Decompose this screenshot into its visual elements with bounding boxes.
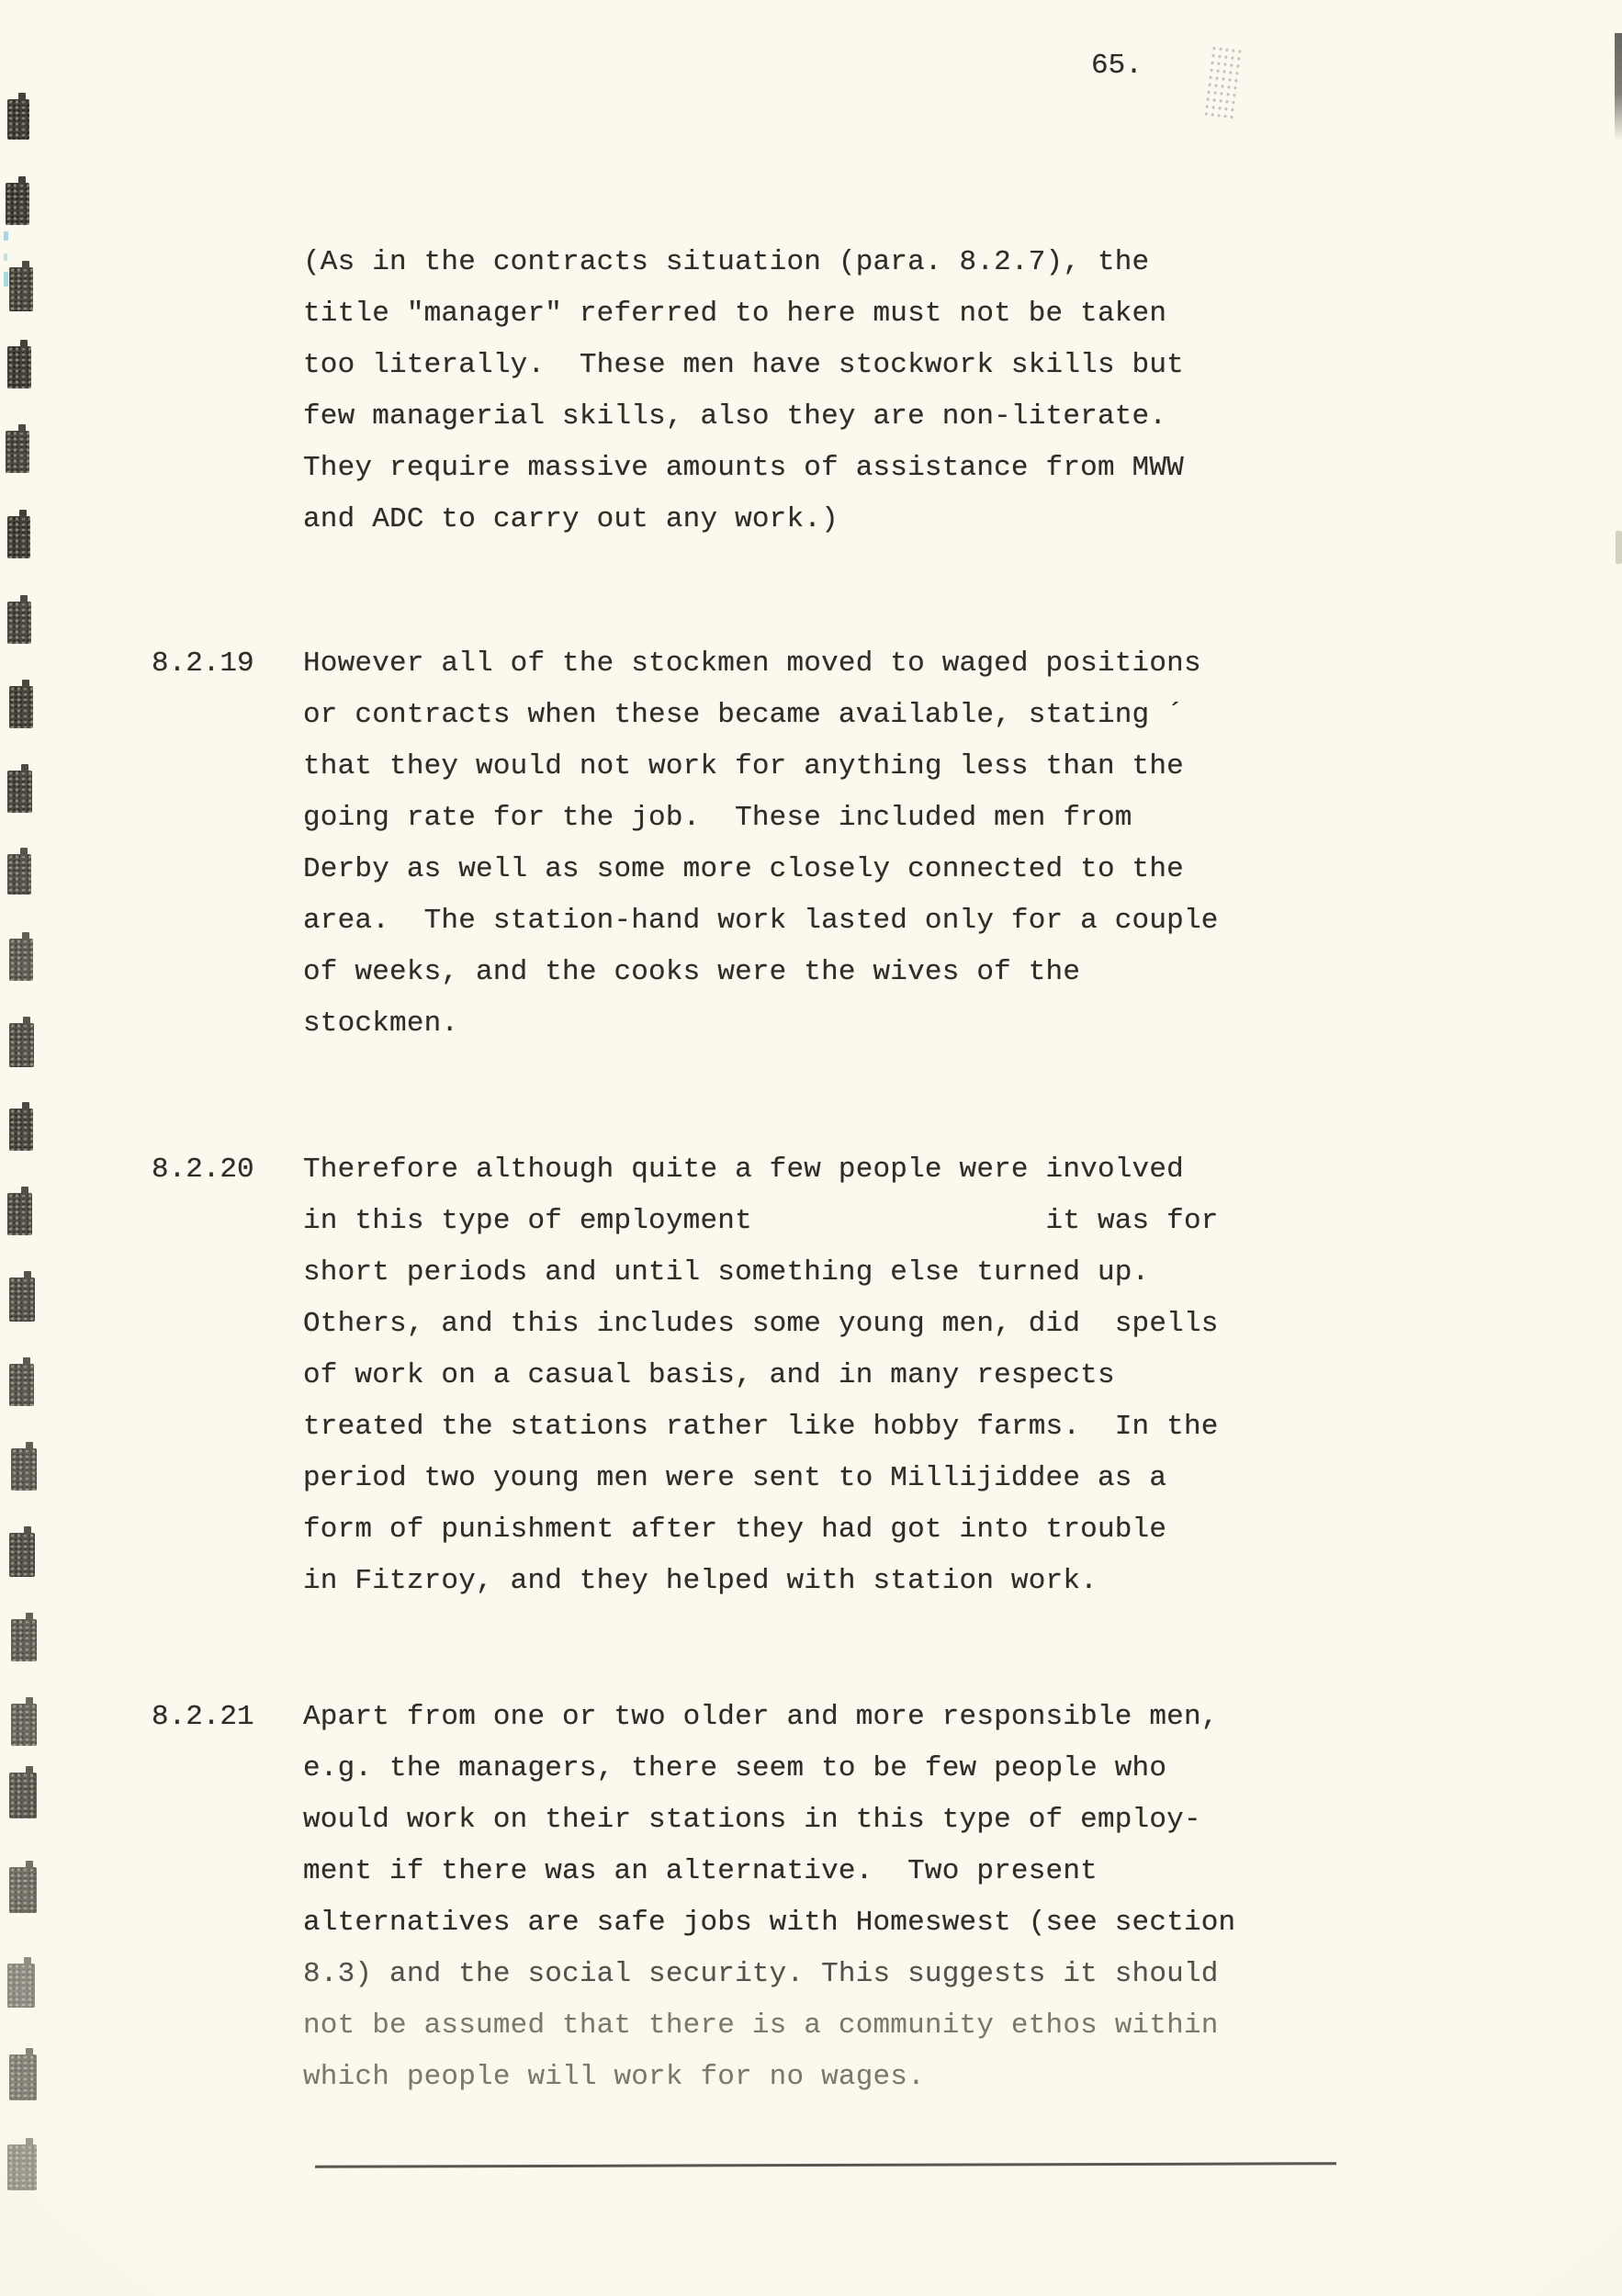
text-line: in Fitzroy, and they helped with station work. [303,1565,1098,1597]
binding-mark [7,854,31,895]
paragraph-number: 8.2.21 [152,1701,254,1733]
footer-rule [315,2162,1336,2167]
binding-mark [9,939,33,981]
text-line: would work on their stations in this type of employ- [303,1804,1201,1836]
text-line: of work on a casual basis, and in many respects [303,1359,1115,1391]
paragraph-8-2-19 [0,638,1622,1050]
binding-mark [9,686,33,728]
paragraph-text [303,237,1622,546]
text-line: Therefore although quite a few people were involved [303,1154,1184,1186]
paragraph-text [303,1692,1622,2103]
binding-mark [9,2054,37,2100]
paragraph-number: 8.2.20 [152,1154,254,1186]
paragraph-text [303,638,1622,1050]
text-line: not be assumed that there is a community ethos within [303,2009,1219,2042]
text-line: or contracts when these became available, stating ´ [303,699,1184,731]
binding-mark [9,267,33,311]
text-line: e.g. the managers, there seem to be few people who [303,1752,1167,1784]
text-line: However all of the stockmen moved to waged positions [303,647,1201,680]
faint-stamp-smudge [1202,44,1242,121]
paragraph-intro-note [0,237,1622,546]
right-edge-smudge [1616,531,1622,564]
text-line: stockmen. [303,1007,459,1040]
paragraph-text [303,1144,1622,1607]
text-line: 8.3) and the social security. This suggests it should [303,1958,1219,1990]
text-line: which people will work for no wages. [303,2061,925,2093]
binding-mark [9,1109,33,1151]
text-line: of weeks, and the cooks were the wives of the [303,956,1081,988]
text-line: short periods and until something else turned up. [303,1256,1150,1289]
text-line: title "manager" referred to here must not be taken [303,298,1167,330]
binding-mark [7,1964,35,2008]
binding-mark [9,1533,35,1577]
text-line: period two young men were sent to Millijiddee as a [303,1462,1167,1494]
text-line: treated the stations rather like hobby farms. In the [303,1411,1219,1443]
text-line: They require massive amounts of assistance from MWW [303,452,1184,484]
text-line: alternatives are safe jobs with Homeswest (see section [303,1907,1236,1939]
text-line: area. The station-hand work lasted only for a couple [303,905,1219,937]
paragraph-8-2-21 [0,1692,1622,2103]
left-edge-blue-mark [4,231,8,241]
left-edge-blue-mark [4,272,8,287]
binding-mark [11,1619,37,1661]
binding-mark [6,183,29,225]
binding-mark [11,1448,37,1491]
text-line: form of punishment after they had got into trouble [303,1514,1167,1546]
text-line: too literally. These men have stockwork skills but [303,349,1184,381]
text-line: Others, and this includes some young men, did spells [303,1308,1219,1340]
text-line: ment if there was an alternative. Two present [303,1855,1098,1887]
text-line: going rate for the job. These included men from [303,802,1132,834]
text-line: Derby as well as some more closely connected to the [303,853,1184,885]
page-number: 65. [1091,50,1143,82]
text-line: few managerial skills, also they are non-literate. [303,400,1167,433]
text-line: and ADC to carry out any work.) [303,503,839,535]
binding-mark [9,1277,35,1322]
text-line: Apart from one or two older and more responsible men, [303,1701,1219,1733]
binding-mark [6,431,29,473]
text-line: (As in the contracts situation (para. 8.2.7), the [303,246,1150,278]
right-edge-scan-streak [1615,33,1622,141]
binding-mark [9,1867,37,1913]
binding-mark [7,602,31,644]
binding-mark [7,346,31,388]
binding-mark [7,1193,32,1235]
binding-mark [9,1023,34,1067]
binding-mark [7,2144,37,2190]
text-line: in this type of employment it was for [303,1205,1219,1237]
binding-mark [9,1364,34,1406]
paragraph-8-2-20 [0,1144,1622,1607]
paragraph-number: 8.2.19 [152,647,254,680]
binding-mark [11,1704,37,1746]
binding-mark [9,1773,37,1818]
left-edge-blue-mark [4,253,7,261]
binding-mark [7,99,29,140]
binding-mark [7,771,32,813]
text-line: that they would not work for anything less than the [303,750,1184,782]
binding-mark [7,516,30,558]
